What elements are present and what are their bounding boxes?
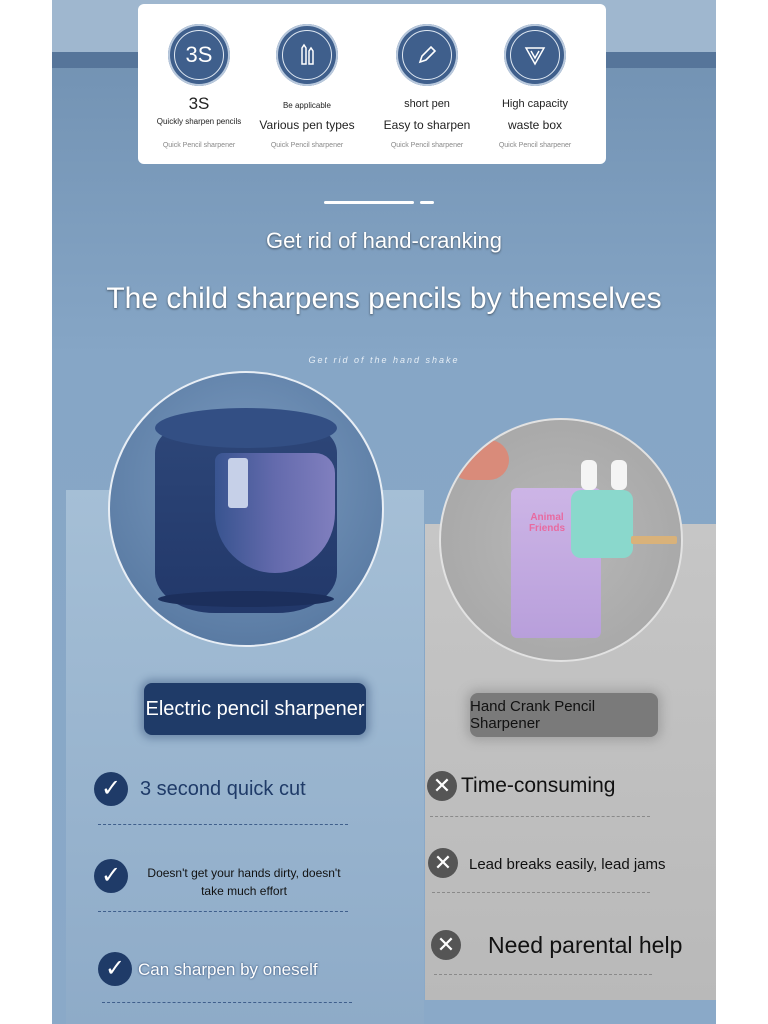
feature-title: short pen: [404, 98, 450, 110]
cross-icon: ✕: [427, 771, 457, 801]
feature-subtitle: Easy to sharpen: [383, 118, 471, 132]
headline-sub: Get rid of the hand shake: [308, 355, 460, 365]
con-item: Need parental help: [488, 932, 683, 958]
feature-card: [138, 4, 606, 164]
check-icon: ✓: [94, 859, 128, 893]
feature-caption: Quick Pencil sharpener: [162, 142, 236, 149]
dashed-divider: [430, 816, 650, 817]
divider-dash-short: [420, 201, 434, 204]
3s-icon: 3S: [168, 24, 230, 86]
con-item: Time-consuming: [461, 774, 616, 797]
hand-crank-title-pill: Hand Crank Pencil Sharpener: [470, 693, 658, 737]
feature-pen-types: [252, 4, 362, 164]
dashed-divider: [434, 974, 652, 975]
pro-item: 3 second quick cut: [140, 778, 306, 800]
pro-item: Doesn't get your hands dirty, doesn't take much effort: [147, 866, 341, 898]
cross-icon: ✕: [431, 930, 461, 960]
headline-primary: Get rid of hand-cranking: [265, 228, 503, 253]
triangle-icon: [504, 24, 566, 86]
check-icon: ✓: [94, 772, 128, 806]
feature-short-pen: [372, 4, 482, 164]
headline-secondary: The child sharpens pencils by themselves: [106, 282, 662, 315]
feature-subtitle: waste box: [507, 118, 563, 132]
dashed-divider: [98, 824, 348, 825]
dashed-divider: [98, 911, 348, 912]
feature-title: Be applicable: [282, 101, 332, 110]
dashed-divider: [102, 1002, 352, 1003]
electric-title-pill: Electric pencil sharpener: [144, 683, 366, 735]
feature-title: High capacity: [501, 98, 569, 110]
con-item: Lead breaks easily, lead jams: [469, 856, 666, 873]
product-page: [52, 0, 716, 1024]
electric-sharpener-photo: [108, 371, 384, 647]
pro-item: Can sharpen by oneself: [138, 960, 318, 979]
hand-crank-sharpener-photo: [439, 418, 683, 662]
pencil-edit-icon: [396, 24, 458, 86]
feature-caption: Quick Pencil sharpener: [390, 142, 464, 149]
feature-quick-sharpen: [144, 4, 254, 164]
divider-dash: [324, 201, 414, 204]
feature-waste-box: [480, 4, 590, 164]
feature-caption: Quick Pencil sharpener: [498, 142, 572, 149]
toy-label: Animal Friends: [528, 512, 566, 534]
feature-subtitle: Various pen types: [259, 118, 355, 132]
check-icon: ✓: [98, 952, 132, 986]
dashed-divider: [432, 892, 650, 893]
feature-title: 3S: [188, 94, 210, 113]
pencils-icon: [276, 24, 338, 86]
feature-subtitle: Quickly sharpen pencils: [156, 117, 242, 126]
cross-icon: ✕: [428, 848, 458, 878]
feature-caption: Quick Pencil sharpener: [270, 142, 344, 149]
